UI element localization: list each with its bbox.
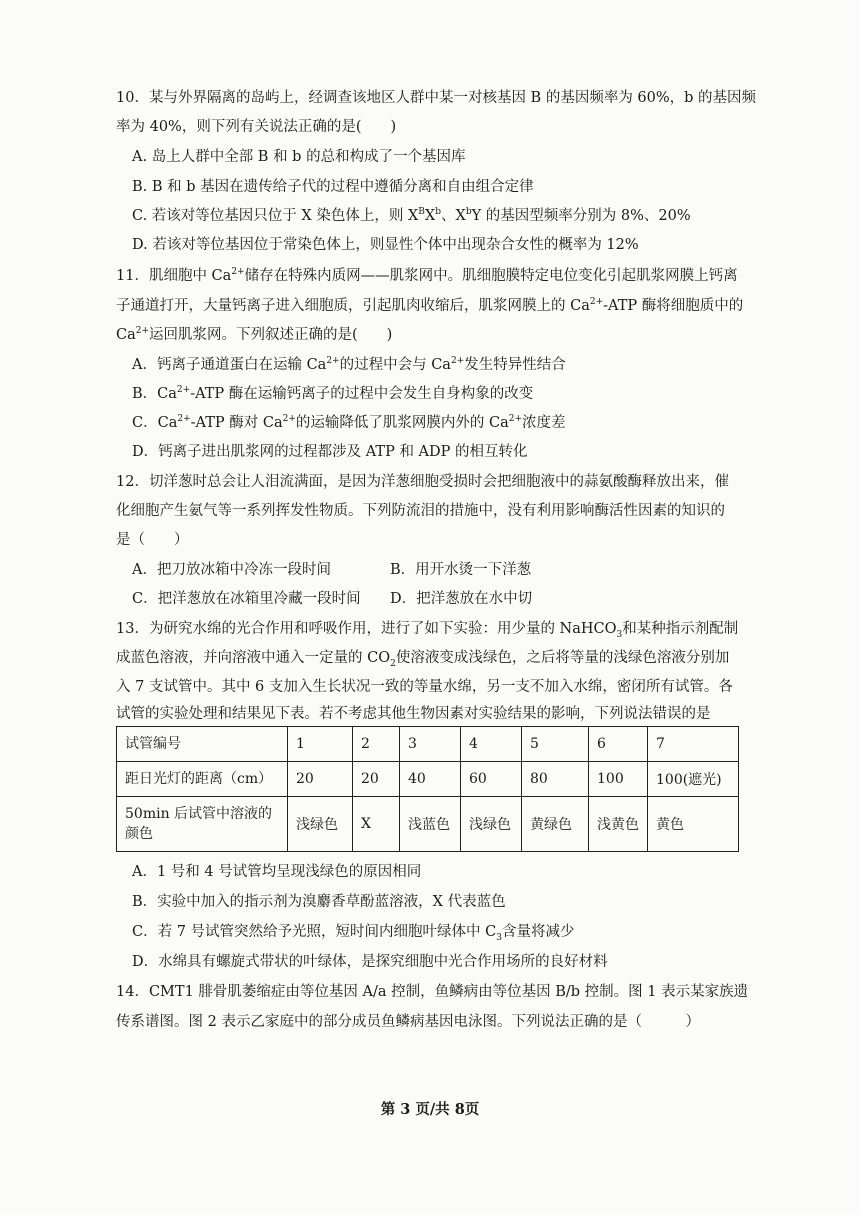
q13-stem-line3: 入 7 支试管中。其中 6 支加入生长状况一致的等量水绵，另一支不加入水绵，密闭所有试管。各: [116, 679, 733, 695]
tube-cell: 4: [461, 727, 522, 762]
color-cell: 浅绿色: [461, 797, 522, 852]
q13-stem-line1: 13．为研究水绵的光合作用和呼吸作用，进行了如下实验：用少量的 NaHCO$_3$和某种指示剂配制: [116, 621, 739, 640]
row-header-color: 50min 后试管中溶液的颜色: [117, 797, 288, 852]
q14-stem-line2: 传系谱图。图 2 表示乙家庭中的部分成员鱼鳞病基因电泳图。下列说法正确的是（ ）: [116, 1014, 700, 1030]
q10-option-d: D. 若该对等位基因位于常染色体上，则显性个体中出现杂合女性的概率为 12%: [132, 237, 639, 253]
color-cell: 浅蓝色: [400, 797, 461, 852]
q13-stem-line4: 试管的实验处理和结果见下表。若不考虑其他生物因素对实验结果的影响，下列说法错误的是: [116, 706, 711, 722]
distance-cell: 100(遮光): [648, 762, 739, 797]
q11-stem-line2: 子通道打开，大量钙离子进入细胞质，引起肌肉收缩后，肌浆网膜上的 $Ca^{2+}$-ATP 酶将细胞质中的: [116, 297, 744, 314]
tube-cell: 2: [353, 727, 400, 762]
page-footer: 第 3 页/共 8页: [380, 1101, 480, 1118]
q12-stem-line1: 12．切洋葱时总会让人泪流满面，是因为洋葱细胞受损时会把细胞液中的蒜氨酸酶释放出来，催: [116, 474, 729, 490]
q13-option-a: A．1 号和 4 号试管均呈现浅绿色的原因相同: [132, 864, 422, 880]
q10-option-c: C. 若该对等位基因只位于 X 染色体上，则 $X^BX^b$、$X^bY$ 的基因型频率分别为 8%、20%: [132, 207, 691, 224]
table-row-color: [117, 797, 739, 852]
tube-cell: 3: [400, 727, 461, 762]
q12-stem-line2: 化细胞产生氨气等一系列挥发性物质。下列防流泪的措施中，没有利用影响酶活性因素的知识的: [116, 503, 725, 519]
q12-option-c: C．把洋葱放在冰箱里冷藏一段时间: [132, 591, 361, 607]
experiment-table: [116, 726, 739, 852]
q13-option-d: D．水绵具有螺旋式带状的叶绿体，是探究细胞中光合作用场所的良好材料: [132, 954, 608, 970]
color-cell: 黄绿色: [522, 797, 589, 852]
color-cell: 浅黄色: [589, 797, 648, 852]
q12-option-a: A．把刀放冰箱中冷冻一段时间: [132, 562, 331, 578]
q12-stem-line3: 是（ ）: [116, 532, 189, 548]
distance-cell: 100: [589, 762, 648, 797]
q11-stem-line1: 11．肌细胞中 $Ca^{2+}$储存在特殊内质网——肌浆网中。肌细胞膜特定电位变化引起肌浆网膜上钙离: [116, 267, 738, 284]
distance-cell: 20: [353, 762, 400, 797]
distance-cell: 40: [400, 762, 461, 797]
distance-cell: 20: [288, 762, 353, 797]
q10-option-b: B. B 和 b 基因在遗传给子代的过程中遵循分离和自由组合定律: [132, 179, 534, 195]
q10-stem-line1: 10．某与外界隔离的岛屿上，经调查该地区人群中某一对核基因 B 的基因频率为 60%，b 的基因频: [116, 90, 757, 106]
tube-cell: 1: [288, 727, 353, 762]
distance-cell: 60: [461, 762, 522, 797]
tube-cell: 6: [589, 727, 648, 762]
tube-cell: 7: [648, 727, 739, 762]
q11-option-a: A．钙离子通道蛋白在运输 $Ca^{2+}$的过程中会与 $Ca^{2+}$发生特异性结合: [132, 356, 566, 373]
row-header-distance: 距日光灯的距离（cm）: [117, 762, 288, 797]
color-cell: X: [353, 797, 400, 852]
q14-stem-line1: 14．CMT1 腓骨肌萎缩症由等位基因 A/a 控制，鱼鳞病由等位基因 B/b 控制。图 1 表示某家族遗: [116, 984, 749, 1000]
color-cell: 浅绿色: [288, 797, 353, 852]
q11-option-d: D．钙离子进出肌浆网的过程都涉及 ATP 和 ADP 的相互转化: [132, 444, 528, 460]
q13-stem-line2: 成蓝色溶液，并向溶液中通入一定量的 $CO_2$使溶液变成浅绿色，之后将等量的浅绿色溶液分别加: [116, 650, 730, 669]
q10-option-a: A. 岛上人群中全部 B 和 b 的总和构成了一个基因库: [132, 149, 466, 165]
color-cell: 黄色: [648, 797, 739, 852]
table-row-distance: [117, 762, 739, 797]
q12-option-d: D．把洋葱放在水中切: [390, 591, 533, 607]
q12-option-b: B．用开水烫一下洋葱: [390, 562, 532, 578]
tube-cell: 5: [522, 727, 589, 762]
q11-option-c: C．$Ca^{2+}$-ATP 酶对 $Ca^{2+}$的运输降低了肌浆网膜内外的 $Ca^{2+}$浓度差: [132, 414, 566, 431]
q11-stem-line3: $Ca^{2+}$运回肌浆网。下列叙述正确的是( ): [116, 326, 393, 343]
q11-option-b: B．$Ca^{2+}$-ATP 酶在运输钙离子的过程中会发生自身构象的改变: [132, 385, 534, 402]
distance-cell: 80: [522, 762, 589, 797]
row-header-tube: 试管编号: [117, 727, 288, 762]
q13-option-c: C．若 7 号试管突然给予光照，短时间内细胞叶绿体中 $C_3$含量将减少: [132, 924, 575, 943]
q13-option-b: B．实验中加入的指示剂为溴麝香草酚蓝溶液，X 代表蓝色: [132, 894, 506, 910]
table-row-tube-number: [117, 727, 739, 762]
q10-stem-line2: 率为 40%，则下列有关说法正确的是( ): [116, 119, 397, 135]
